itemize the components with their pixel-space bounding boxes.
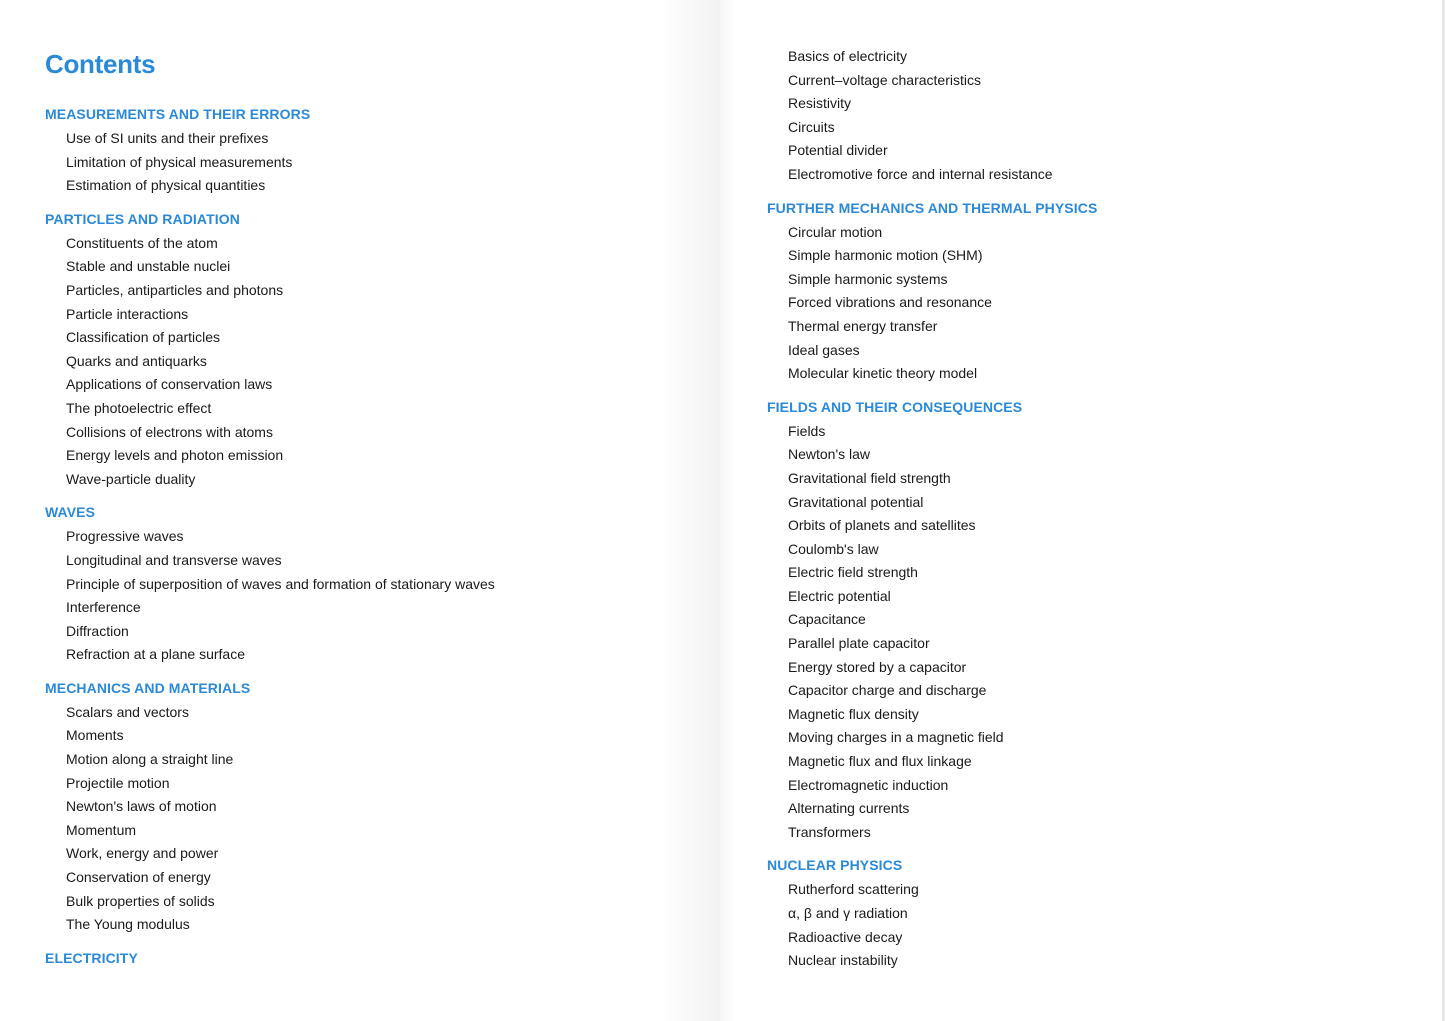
- toc-entry[interactable]: Moments: [66, 727, 124, 744]
- toc-entry[interactable]: Fields: [788, 422, 826, 439]
- toc-entry[interactable]: Orbits of planets and satellites: [788, 517, 976, 534]
- toc-entry[interactable]: Particles, antiparticles and photons: [66, 281, 284, 298]
- topic-list: [767, 878, 1097, 972]
- toc-entry[interactable]: Electric potential: [788, 587, 891, 604]
- topic-list: [767, 45, 1097, 187]
- toc-entry[interactable]: Scalars and vectors: [66, 703, 189, 720]
- toc-entry[interactable]: α, β and γ radiation: [788, 905, 908, 921]
- topic-list: [45, 232, 495, 492]
- toc-entry[interactable]: The photoelectric effect: [66, 399, 212, 416]
- toc-entry[interactable]: Estimation of physical quantities: [66, 177, 266, 194]
- toc-entry[interactable]: Transformers: [788, 823, 871, 840]
- toc-entry[interactable]: Collisions of electrons with atoms: [66, 423, 273, 440]
- toc-entry[interactable]: Parallel plate capacitor: [788, 635, 930, 652]
- toc-entry[interactable]: Ideal gases: [788, 341, 860, 358]
- toc-section-electricity: [45, 947, 495, 969]
- toc-entry[interactable]: Refraction at a plane surface: [66, 646, 245, 663]
- toc-entry[interactable]: Moving charges in a magnetic field: [788, 729, 1004, 746]
- topic-list: [45, 127, 495, 198]
- topic-list: [45, 525, 495, 667]
- toc-entry[interactable]: Electric field strength: [788, 564, 918, 581]
- toc-entry[interactable]: Use of SI units and their prefixes: [66, 130, 269, 146]
- toc-entry[interactable]: Capacitance: [788, 611, 866, 628]
- section-heading: NUCLEAR PHYSICS: [767, 857, 903, 874]
- toc-entry[interactable]: Projectile motion: [66, 774, 170, 791]
- toc-entry[interactable]: Nuclear instability: [788, 952, 898, 969]
- toc-section-nuclear-physics: [767, 854, 1097, 972]
- toc-entry[interactable]: Conservation of energy: [66, 869, 211, 886]
- right-column: [767, 45, 1097, 973]
- toc-entry[interactable]: Thermal energy transfer: [788, 317, 938, 334]
- section-heading: ELECTRICITY: [45, 949, 138, 966]
- page-title: Contents: [45, 49, 156, 79]
- toc-entry[interactable]: Momentum: [66, 821, 137, 838]
- toc-entry[interactable]: Gravitational field strength: [788, 469, 951, 486]
- toc-entry[interactable]: Rutherford scattering: [788, 881, 919, 898]
- toc-entry[interactable]: Electromotive force and internal resistance: [788, 165, 1053, 182]
- toc-entry[interactable]: Forced vibrations and resonance: [788, 294, 992, 311]
- toc-entry[interactable]: Potential divider: [788, 142, 888, 159]
- toc-section-continued: [767, 45, 1097, 187]
- toc-entry[interactable]: Simple harmonic motion (SHM): [788, 247, 983, 264]
- toc-entry[interactable]: Diffraction: [66, 622, 129, 639]
- section-heading: WAVES: [45, 504, 96, 521]
- section-heading: MEASUREMENTS AND THEIR ERRORS: [45, 106, 311, 122]
- topic-list: [45, 701, 495, 937]
- toc-entry[interactable]: Work, energy and power: [66, 845, 219, 862]
- toc-entry[interactable]: Magnetic flux density: [788, 705, 919, 722]
- toc-entry[interactable]: Wave-particle duality: [66, 470, 196, 487]
- toc-entry[interactable]: Capacitor charge and discharge: [788, 682, 987, 699]
- right-page: [720, 0, 1445, 1021]
- toc-section-measurements-and-their-errors: [45, 103, 495, 198]
- gutter-shadow: [660, 0, 720, 1021]
- left-page: [0, 0, 720, 1021]
- topic-list: [767, 420, 1097, 845]
- toc-entry[interactable]: Coulomb's law: [788, 540, 879, 557]
- toc-section-further-mechanics-and-thermal-physics: [767, 197, 1097, 386]
- toc-entry[interactable]: Energy levels and photon emission: [66, 447, 284, 464]
- toc-entry[interactable]: Gravitational potential: [788, 493, 924, 510]
- toc-entry[interactable]: Particle interactions: [66, 305, 189, 322]
- toc-entry[interactable]: Energy stored by a capacitor: [788, 658, 967, 675]
- toc-entry[interactable]: Basics of electricity: [788, 48, 908, 64]
- toc-section-particles-and-radiation: [45, 208, 495, 492]
- toc-entry[interactable]: Motion along a straight line: [66, 751, 234, 768]
- toc-entry[interactable]: Longitudinal and transverse waves: [66, 551, 282, 568]
- section-heading: FIELDS AND THEIR CONSEQUENCES: [767, 398, 1023, 415]
- toc-entry[interactable]: Principle of superposition of waves and formation of stationary waves: [66, 575, 495, 592]
- toc-entry[interactable]: Molecular kinetic theory model: [788, 365, 978, 382]
- toc-entry[interactable]: Constituents of the atom: [66, 234, 218, 251]
- toc-entry[interactable]: Current–voltage characteristics: [788, 71, 981, 88]
- toc-entry[interactable]: Alternating currents: [788, 800, 910, 817]
- toc-entry[interactable]: Interference: [66, 599, 141, 616]
- toc-entry[interactable]: Radioactive decay: [788, 928, 903, 945]
- toc-entry[interactable]: Stable and unstable nuclei: [66, 258, 231, 275]
- section-heading: PARTICLES AND RADIATION: [45, 210, 240, 227]
- toc-entry[interactable]: Newton's laws of motion: [66, 798, 217, 815]
- toc-entry[interactable]: Simple harmonic systems: [788, 270, 948, 287]
- toc-entry[interactable]: Resistivity: [788, 95, 852, 112]
- toc-section-mechanics-and-materials: [45, 677, 495, 937]
- toc-entry[interactable]: Applications of conservation laws: [66, 376, 273, 393]
- toc-entry[interactable]: Progressive waves: [66, 528, 184, 545]
- toc-entry[interactable]: Circuits: [788, 118, 835, 135]
- toc-section-fields-and-their-consequences: [767, 396, 1097, 845]
- toc-entry[interactable]: Circular motion: [788, 223, 883, 240]
- toc-section-waves: [45, 501, 495, 667]
- toc-entry[interactable]: Newton's law: [788, 446, 871, 463]
- topic-list: [767, 221, 1097, 386]
- toc-entry[interactable]: Limitation of physical measurements: [66, 153, 293, 170]
- toc-entry[interactable]: Classification of particles: [66, 329, 221, 346]
- toc-entry[interactable]: The Young modulus: [66, 916, 190, 933]
- gutter-edge: [720, 0, 734, 1021]
- left-column: [45, 103, 495, 969]
- toc-entry[interactable]: Bulk properties of solids: [66, 892, 215, 909]
- section-heading: FURTHER MECHANICS AND THERMAL PHYSICS: [767, 199, 1098, 216]
- toc-entry[interactable]: Magnetic flux and flux linkage: [788, 753, 972, 770]
- toc-entry[interactable]: Quarks and antiquarks: [66, 352, 207, 369]
- toc-entry[interactable]: Electromagnetic induction: [788, 776, 949, 793]
- section-heading: MECHANICS AND MATERIALS: [45, 679, 251, 696]
